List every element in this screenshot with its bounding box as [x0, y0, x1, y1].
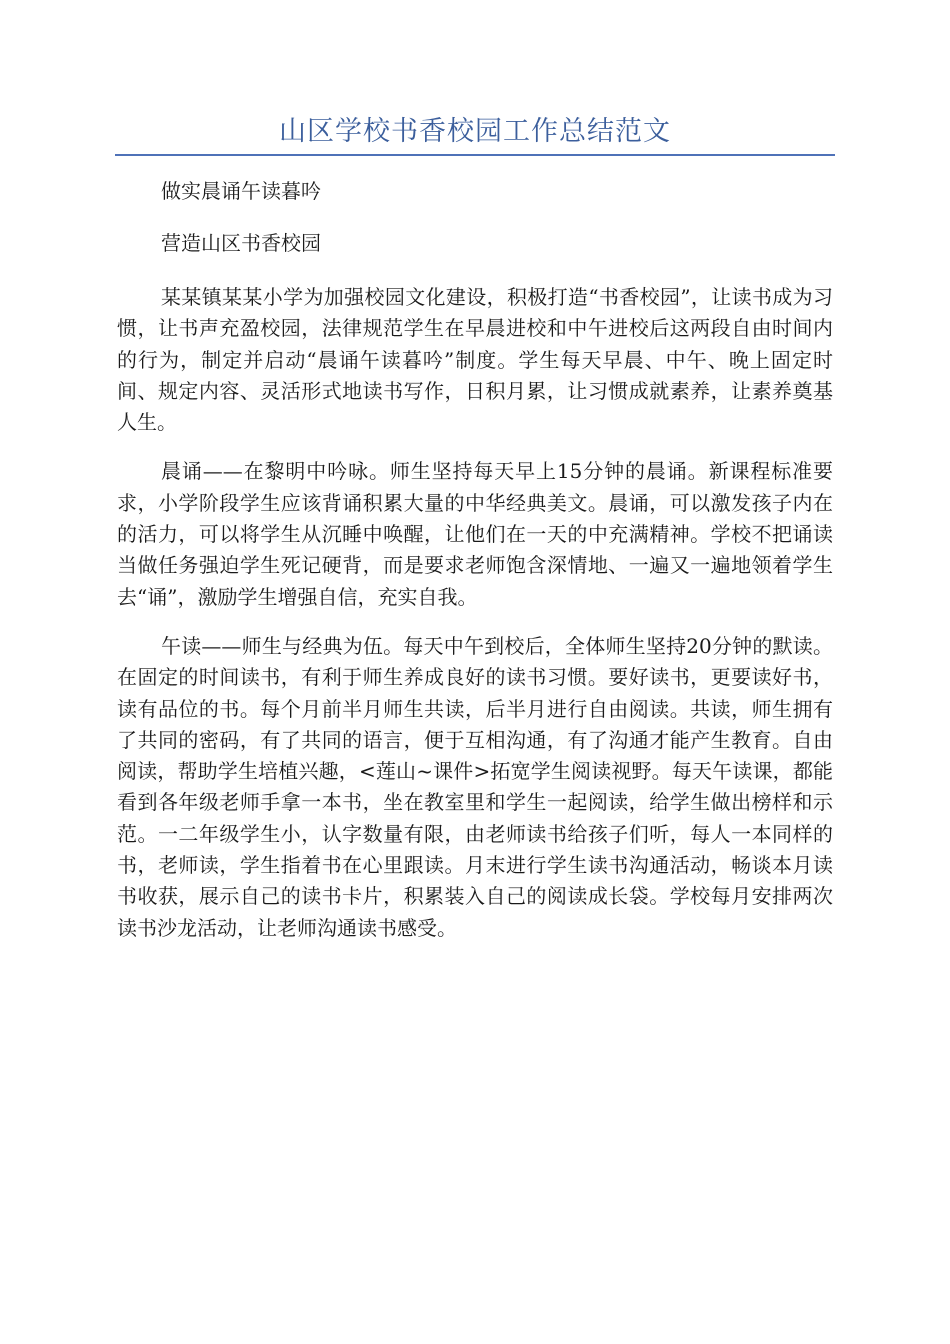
document-body	[117, 176, 833, 962]
paragraph-noon-reading: 午读——师生与经典为伍。每天中午到校后，全体师生坚持20分钟的默读。在固定的时间读书，有利于师生养成良好的读书习惯。要好读书，更要读好书，读有品位的书。每个月前半月师生共读，后半月进行自由阅读。共读，师生拥有了共同的密码，有了共同的语言，便于互相沟通，有了沟通才能产生教育。自由阅读，帮助学生培植兴趣，<莲山~课件>拓宽学生阅读视野。每天午读课，都能看到各年级老师手拿一本书，坐在教室里和学生一起阅读，给学生做出榜样和示范。一二年级学生小，认字数量有限，由老师读书给孩子们听，每人一本同样的书，老师读，学生指着书在心里跟读。月末进行学生读书沟通活动，畅谈本月读书收获，展示自己的读书卡片，积累装入自己的阅读成长袋。学校每月安排两次读书沙龙活动，让老师沟通读书感受。	[117, 633, 833, 940]
title-underline	[115, 154, 835, 156]
document-title: 山区学校书香校园工作总结范文	[279, 116, 671, 147]
subheading-1: 做实晨诵午读暮吟	[161, 179, 321, 203]
paragraph-intro: 某某镇某某小学为加强校园文化建设，积极打造“书香校园”，让读书成为习惯，让书声充盈校园，法律规范学生在早晨进校和中午进校后这两段自由时间内的行为，制定并启动“晨诵午读暮吟”制度。学生每天早晨、中午、晚上固定时间、规定内容、灵活形式地读书写作，日积月累，让习惯成就素养，让素养奠基人生。	[117, 285, 833, 435]
subheading-2: 营造山区书香校园	[161, 231, 321, 255]
paragraph-morning-recitation: 晨诵——在黎明中吟咏。师生坚持每天早上15分钟的晨诵。新课程标准要求，小学阶段学生应该背诵积累大量的中华经典美文。晨诵，可以激发孩子内在的活力，可以将学生从沉睡中唤醒，让他们在一天的中充满精神。学校不把诵读当做任务强迫学生死记硬背，而是要求老师饱含深情地、一遍又一遍地领着学生去“诵”，激励学生增强自信，充实自我。	[117, 459, 833, 609]
